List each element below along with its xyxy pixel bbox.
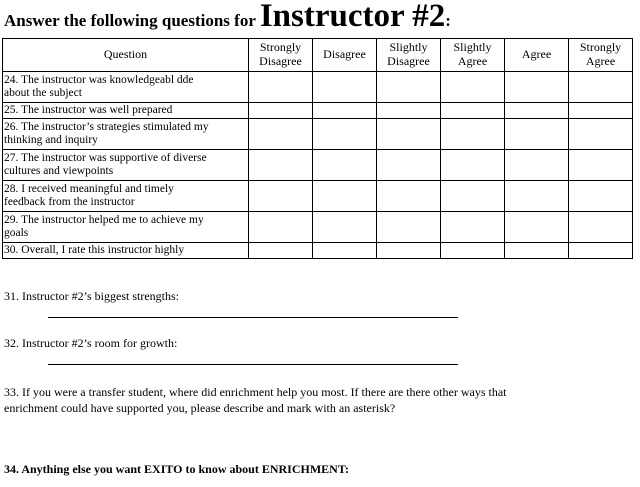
table-row xyxy=(3,243,633,259)
question-column-header: Question xyxy=(3,39,249,72)
rating-cell-disagree[interactable] xyxy=(313,103,377,119)
rating-cell-slightly-disagree[interactable] xyxy=(377,150,441,181)
rating-cell-slightly-disagree[interactable] xyxy=(377,243,441,259)
question-cell: 29. The instructor helped me to achieve my goals xyxy=(3,212,249,243)
rating-cell-slightly-disagree[interactable] xyxy=(377,212,441,243)
rating-cell-slightly-agree[interactable] xyxy=(441,150,505,181)
table-header-row xyxy=(3,39,633,72)
rating-cell-strongly-disagree[interactable] xyxy=(249,119,313,150)
table-row xyxy=(3,212,633,243)
rating-cell-agree[interactable] xyxy=(505,72,569,103)
rating-cell-strongly-agree[interactable] xyxy=(569,72,633,103)
table-row xyxy=(3,181,633,212)
rating-cell-slightly-agree[interactable] xyxy=(441,212,505,243)
question-33-line-2: enrichment could have supported you, please describe and mark with an asterisk? xyxy=(4,401,396,416)
question-cell: 27. The instructor was supportive of diverse cultures and viewpoints xyxy=(3,150,249,181)
question-cell: 28. I received meaningful and timely feedback from the instructor xyxy=(3,181,249,212)
question-cell: 25. The instructor was well prepared xyxy=(3,103,249,119)
scale-header-strongly-agree: Strongly Agree xyxy=(569,39,633,72)
rating-cell-slightly-agree[interactable] xyxy=(441,243,505,259)
rating-cell-slightly-disagree[interactable] xyxy=(377,72,441,103)
question-32-prompt: 32. Instructor #2’s room for growth: xyxy=(4,336,178,350)
rating-cell-strongly-agree[interactable] xyxy=(569,212,633,243)
rating-cell-slightly-agree[interactable] xyxy=(441,72,505,103)
rating-cell-agree[interactable] xyxy=(505,150,569,181)
rating-cell-agree[interactable] xyxy=(505,181,569,212)
rating-cell-agree[interactable] xyxy=(505,119,569,150)
rating-cell-strongly-disagree[interactable] xyxy=(249,72,313,103)
rating-cell-strongly-agree[interactable] xyxy=(569,103,633,119)
scale-header-disagree: Disagree xyxy=(313,39,377,72)
question-cell: 26. The instructor’s strategies stimulated my thinking and inquiry xyxy=(3,119,249,150)
rating-cell-strongly-disagree[interactable] xyxy=(249,243,313,259)
question-33-line-1: 33. If you were a transfer student, where did enrichment help you most. If there are there other ways that xyxy=(4,385,507,399)
rating-cell-strongly-disagree[interactable] xyxy=(249,150,313,181)
table-row xyxy=(3,119,633,150)
question-31-prompt: 31. Instructor #2’s biggest strengths: xyxy=(4,289,179,303)
question-33-prompt xyxy=(4,384,624,416)
question-cell: 24. The instructor was knowledgeabl dde about the subject xyxy=(3,72,249,103)
table-row xyxy=(3,103,633,119)
scale-header-slightly-agree: Slightly Agree xyxy=(441,39,505,72)
rating-cell-strongly-disagree[interactable] xyxy=(249,181,313,212)
table-row xyxy=(3,150,633,181)
rating-cell-slightly-agree[interactable] xyxy=(441,103,505,119)
rating-cell-disagree[interactable] xyxy=(313,212,377,243)
rating-cell-disagree[interactable] xyxy=(313,72,377,103)
rating-cell-slightly-disagree[interactable] xyxy=(377,103,441,119)
rating-cell-strongly-agree[interactable] xyxy=(569,243,633,259)
question-34-prompt: 34. Anything else you want EXITO to know about ENRICHMENT: xyxy=(4,462,349,476)
rating-cell-disagree[interactable] xyxy=(313,119,377,150)
rating-cell-strongly-agree[interactable] xyxy=(569,150,633,181)
question-32-answer-line[interactable] xyxy=(48,364,458,365)
rating-cell-disagree[interactable] xyxy=(313,150,377,181)
rating-cell-strongly-disagree[interactable] xyxy=(249,212,313,243)
scale-header-slightly-disagree: Slightly Disagree xyxy=(377,39,441,72)
section-heading xyxy=(4,0,451,33)
table-row xyxy=(3,72,633,103)
rating-cell-agree[interactable] xyxy=(505,212,569,243)
heading-colon: : xyxy=(445,11,451,30)
question-cell: 30. Overall, I rate this instructor highly xyxy=(3,243,249,259)
rating-cell-disagree[interactable] xyxy=(313,243,377,259)
rating-cell-slightly-disagree[interactable] xyxy=(377,119,441,150)
rating-cell-strongly-disagree[interactable] xyxy=(249,103,313,119)
rating-cell-slightly-disagree[interactable] xyxy=(377,181,441,212)
rating-table xyxy=(2,38,633,259)
rating-cell-disagree[interactable] xyxy=(313,181,377,212)
rating-cell-agree[interactable] xyxy=(505,243,569,259)
rating-cell-strongly-agree[interactable] xyxy=(569,119,633,150)
question-31-answer-line[interactable] xyxy=(48,317,458,318)
scale-header-agree: Agree xyxy=(505,39,569,72)
heading-instructor-label: Instructor #2 xyxy=(259,0,446,34)
rating-cell-slightly-agree[interactable] xyxy=(441,119,505,150)
rating-cell-slightly-agree[interactable] xyxy=(441,181,505,212)
rating-cell-agree[interactable] xyxy=(505,103,569,119)
scale-header-strongly-disagree: Strongly Disagree xyxy=(249,39,313,72)
rating-cell-strongly-agree[interactable] xyxy=(569,181,633,212)
heading-lead-text: Answer the following questions for xyxy=(4,11,260,30)
